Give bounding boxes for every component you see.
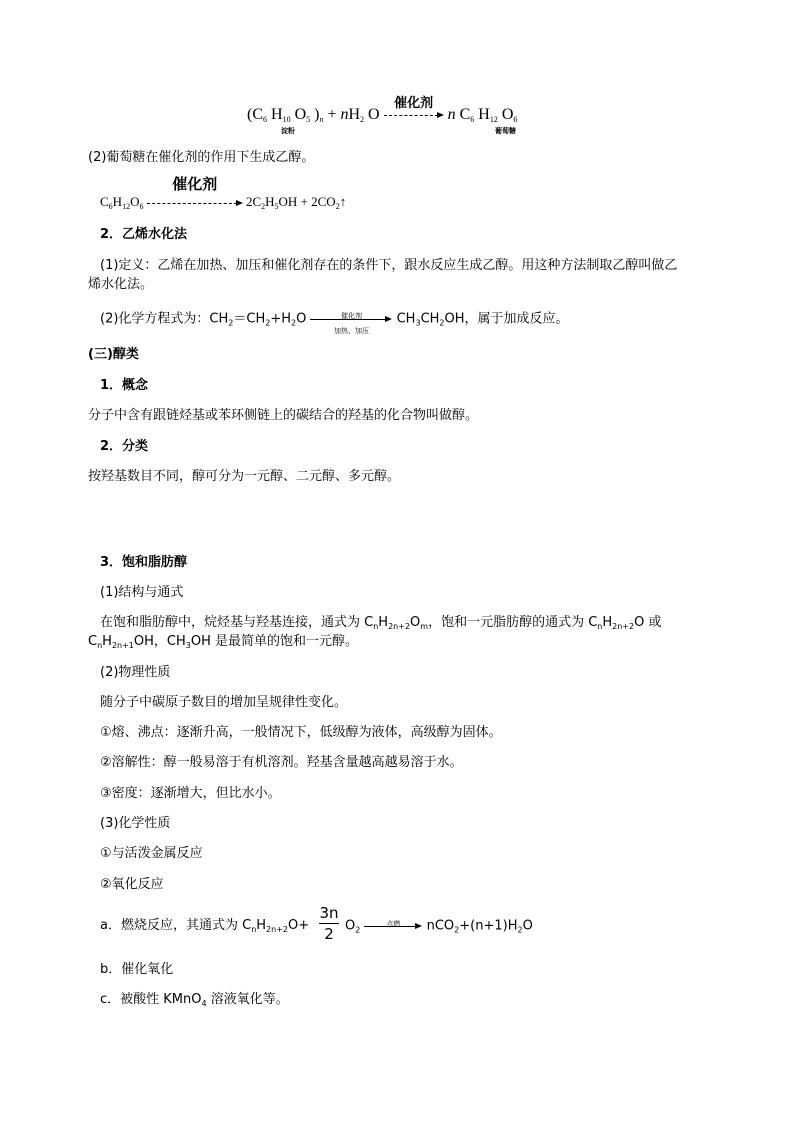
text: H [102, 634, 112, 649]
paragraph [100, 614, 661, 632]
eq-text: CH [420, 311, 440, 327]
condition-label: 催化剂 [340, 312, 362, 320]
text: +(n+1)H [459, 918, 518, 934]
list-item: ①熔、沸点：逐渐升高，一般情况下，低级醇为液体，高级醇为固体。 [100, 725, 502, 740]
eq-text: ) [310, 106, 320, 123]
text: c．被酸性 KMnO [100, 992, 202, 1007]
eq-text: O [296, 311, 307, 327]
sub: 2n+2 [388, 622, 411, 631]
catalyst-label: 催化剂 [394, 96, 434, 112]
condition-label: 点燃 [386, 920, 401, 928]
eq-sub: 5 [274, 202, 279, 211]
text: nCO [426, 918, 455, 934]
paragraph: 按羟基数目不同，醇可分为一元醇、二元醇、多元醇。 [88, 469, 401, 484]
eq-sub: 2 [360, 115, 365, 124]
paragraph [88, 633, 358, 651]
eq-sub: 10 [282, 115, 291, 124]
sub: 4 [201, 999, 207, 1008]
eq-text: H [265, 194, 275, 209]
sub: 2 [517, 925, 523, 935]
eq-text: + [323, 106, 341, 123]
subheading: (2)物理性质 [100, 665, 171, 680]
eq-sub: 12 [122, 202, 131, 211]
text: 溶液氧化等。 [206, 992, 289, 1007]
text: O [522, 918, 533, 934]
eq-text: O [290, 106, 307, 123]
reaction-arrow [364, 917, 422, 935]
equation-glucose-fermentation [100, 175, 347, 212]
eq-sub: 2 [265, 318, 271, 328]
eq-text: H [348, 106, 361, 123]
eq-sub: 2 [439, 318, 445, 328]
eq-text: n [340, 106, 349, 123]
eq-text: 2C [245, 194, 262, 209]
eq-text: ＝CH [233, 311, 266, 327]
eq-text: O [497, 106, 514, 123]
eq-sub: 2 [261, 202, 266, 211]
text: OH 是最简单的饱和一元醇。 [190, 634, 358, 649]
section-title-alcohols: (三)醇类 [88, 347, 139, 362]
eq-sub: 6 [139, 202, 144, 211]
equation-ethylene-hydration [100, 310, 569, 335]
text: O 或 [634, 615, 662, 630]
reaction-arrow [147, 175, 243, 212]
text: O+ [288, 918, 310, 933]
eq-sub: 6 [108, 202, 113, 211]
heading-concept: 1．概念 [100, 378, 149, 393]
eq-text: C [455, 106, 471, 123]
list-item: b．催化氧化 [100, 962, 174, 977]
list-item: ②氧化反应 [100, 877, 164, 892]
list-item: ③密度：逐渐增大，但比水小。 [100, 786, 281, 801]
paragraph: (2)葡萄糖在催化剂的作用下生成乙醇。 [88, 150, 315, 165]
sub: 2 [355, 925, 361, 935]
eq-text: ↑ [339, 194, 347, 209]
heading-ethylene-hydration: 2．乙烯水化法 [100, 227, 188, 242]
fraction-numerator: 3n [319, 904, 339, 922]
glucose-label: 葡萄糖 [495, 127, 516, 135]
sub: 2 [454, 925, 460, 935]
paragraph: (1)定义：乙烯在加热、加压和催化剂存在的条件下，跟水反应生成乙醇。用这种方法制取乙醇叫做乙 [100, 258, 678, 273]
text: 在饱和脂肪醇中，烷烃基与羟基连接，通式为 C [100, 615, 374, 630]
sub: 2n+2 [266, 925, 288, 934]
starch-label: 淀粉 [281, 127, 295, 135]
heading-classification: 2．分类 [100, 439, 149, 454]
sub: 2n+2 [612, 622, 635, 631]
equation-combustion [100, 917, 309, 935]
reaction-arrow [310, 310, 392, 335]
eq-text: n [447, 106, 456, 123]
text: H [256, 918, 267, 933]
list-item: ①与活泼金属反应 [100, 846, 203, 861]
text: O [345, 918, 356, 934]
condition-label: 加热、加压 [333, 327, 369, 335]
eq-text: CH [396, 311, 416, 327]
sub: 3 [185, 641, 191, 650]
eq-text: H [474, 106, 490, 123]
paragraph: 分子中含有跟链烃基或苯环侧链上的碳结合的羟基的化合物叫做醇。 [88, 408, 479, 423]
subheading: (3)化学性质 [100, 816, 171, 831]
sub: n [373, 622, 379, 631]
fraction-denominator: 2 [324, 925, 334, 943]
text: C [88, 634, 98, 649]
list-item: ②溶解性：醇一般易溶于有机溶剂。羟基含量越高越易溶于水。 [100, 755, 463, 770]
eq-text: (2)化学方程式为：CH [100, 311, 229, 327]
eq-sub: 2 [291, 318, 297, 328]
eq-text: H [112, 194, 123, 209]
eq-text: O [364, 106, 380, 123]
heading-saturated-aliphatic-alcohol: 3．饱和脂肪醇 [100, 555, 188, 570]
eq-sub: 5 [306, 115, 311, 124]
eq-text: (C [247, 106, 263, 123]
eq-sub: n [319, 115, 324, 124]
sub: m [420, 622, 429, 631]
sub: 2n+1 [111, 641, 134, 650]
eq-text: OH，属于加成反应。 [444, 311, 569, 327]
reaction-arrow [384, 96, 444, 126]
eq-text: +H [270, 311, 291, 327]
eq-text: OH + 2CO [278, 194, 336, 209]
equation-starch-hydrolysis [247, 96, 518, 126]
equation-combustion-rhs [345, 917, 533, 936]
eq-sub: 6 [263, 115, 267, 124]
text: a．燃烧反应，其通式为 C [100, 918, 252, 933]
sub: n [597, 622, 603, 631]
eq-sub: 6 [470, 115, 475, 124]
list-item [100, 991, 289, 1009]
eq-text: C [100, 194, 109, 209]
eq-sub: 2 [228, 318, 234, 328]
catalyst-label: 催化剂 [172, 175, 218, 194]
paragraph: 随分子中碳原子数目的增加呈规律性变化。 [100, 695, 348, 710]
text: OH，CH [133, 634, 186, 649]
eq-text: O [130, 194, 140, 209]
eq-sub: 2 [335, 202, 340, 211]
sub: n [97, 641, 103, 650]
eq-text: H [267, 106, 283, 123]
subheading: (1)结构与通式 [100, 585, 184, 600]
fraction [319, 904, 339, 943]
text: O [410, 615, 421, 630]
text: H [378, 615, 389, 630]
sub: n [251, 925, 257, 934]
eq-sub: 6 [513, 115, 518, 124]
eq-sub: 3 [415, 318, 421, 328]
text: H [602, 615, 613, 630]
paragraph: 烯水化法。 [88, 277, 154, 292]
text: ，饱和一元脂肪醇的通式为 C [428, 615, 598, 630]
eq-sub: 12 [489, 115, 498, 124]
